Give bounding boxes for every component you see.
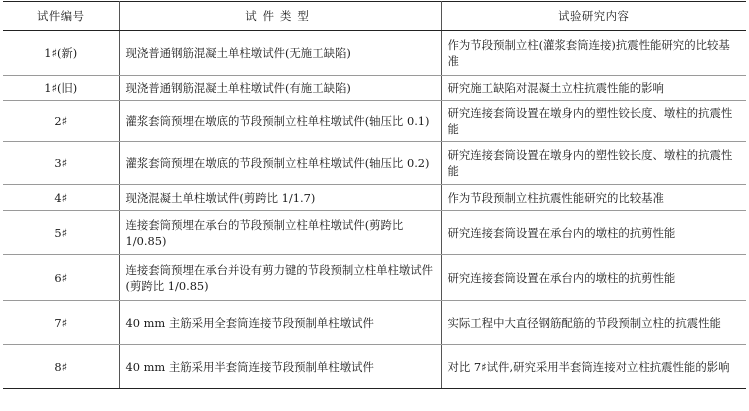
- cell-id: 1♯(新): [3, 31, 119, 76]
- table-row: [3, 76, 746, 101]
- table-row: [3, 211, 746, 255]
- cell-content: 对比 7♯试件,研究采用半套筒连接对立柱抗震性能的影响: [441, 345, 746, 389]
- cell-id: 5♯: [3, 211, 119, 255]
- table-row: [3, 101, 746, 142]
- cell-content: 作为节段预制立柱(灌浆套筒连接)抗震性能研究的比较基准: [441, 31, 746, 76]
- cell-type: 现浇普通钢筋混凝土单柱墩试件(无施工缺陷): [119, 31, 441, 76]
- cell-type: 40 mm 主筋采用半套筒连接节段预制单柱墩试件: [119, 345, 441, 389]
- header-row: [3, 2, 746, 31]
- cell-type: 现浇普通钢筋混凝土单柱墩试件(有施工缺陷): [119, 76, 441, 101]
- table-row: [3, 142, 746, 185]
- cell-type: 灌浆套筒预埋在墩底的节段预制立柱单柱墩试件(轴压比 0.1): [119, 101, 441, 142]
- cell-content: 研究连接套筒设置在墩身内的塑性铰长度、墩柱的抗震性能: [441, 142, 746, 185]
- cell-id: 3♯: [3, 142, 119, 185]
- table-body: [3, 31, 746, 389]
- specimen-table: [3, 1, 746, 389]
- cell-content: 研究连接套筒设置在承台内的墩柱的抗剪性能: [441, 211, 746, 255]
- specimen-table-container: [3, 1, 746, 389]
- cell-content: 研究连接套筒设置在墩身内的塑性铰长度、墩柱的抗震性能: [441, 101, 746, 142]
- table-row: [3, 301, 746, 345]
- cell-type: 连接套筒预埋在承台并设有剪力键的节段预制立柱单柱墩试件(剪跨比 1/0.85): [119, 255, 441, 301]
- cell-id: 7♯: [3, 301, 119, 345]
- header-specimen-type: 试件类型: [119, 2, 441, 31]
- table-row: [3, 185, 746, 211]
- cell-content: 作为节段预制立柱抗震性能研究的比较基准: [441, 185, 746, 211]
- table-row: [3, 255, 746, 301]
- table-header: [3, 2, 746, 31]
- cell-id: 2♯: [3, 101, 119, 142]
- cell-type: 连接套筒预埋在承台的节段预制立柱单柱墩试件(剪跨比 1/0.85): [119, 211, 441, 255]
- cell-content: 研究施工缺陷对混凝土立柱抗震性能的影响: [441, 76, 746, 101]
- cell-id: 1♯(旧): [3, 76, 119, 101]
- cell-id: 8♯: [3, 345, 119, 389]
- table-row: [3, 31, 746, 76]
- cell-id: 6♯: [3, 255, 119, 301]
- cell-type: 40 mm 主筋采用全套筒连接节段预制单柱墩试件: [119, 301, 441, 345]
- table-row: [3, 345, 746, 389]
- cell-type: 现浇混凝土单柱墩试件(剪跨比 1/1.7): [119, 185, 441, 211]
- header-research-content: 试验研究内容: [441, 2, 746, 31]
- cell-id: 4♯: [3, 185, 119, 211]
- cell-content: 实际工程中大直径钢筋配筋的节段预制立柱的抗震性能: [441, 301, 746, 345]
- cell-content: 研究连接套筒设置在承台内的墩柱的抗剪性能: [441, 255, 746, 301]
- cell-type: 灌浆套筒预埋在墩底的节段预制立柱单柱墩试件(轴压比 0.2): [119, 142, 441, 185]
- header-specimen-id: 试件编号: [3, 2, 119, 31]
